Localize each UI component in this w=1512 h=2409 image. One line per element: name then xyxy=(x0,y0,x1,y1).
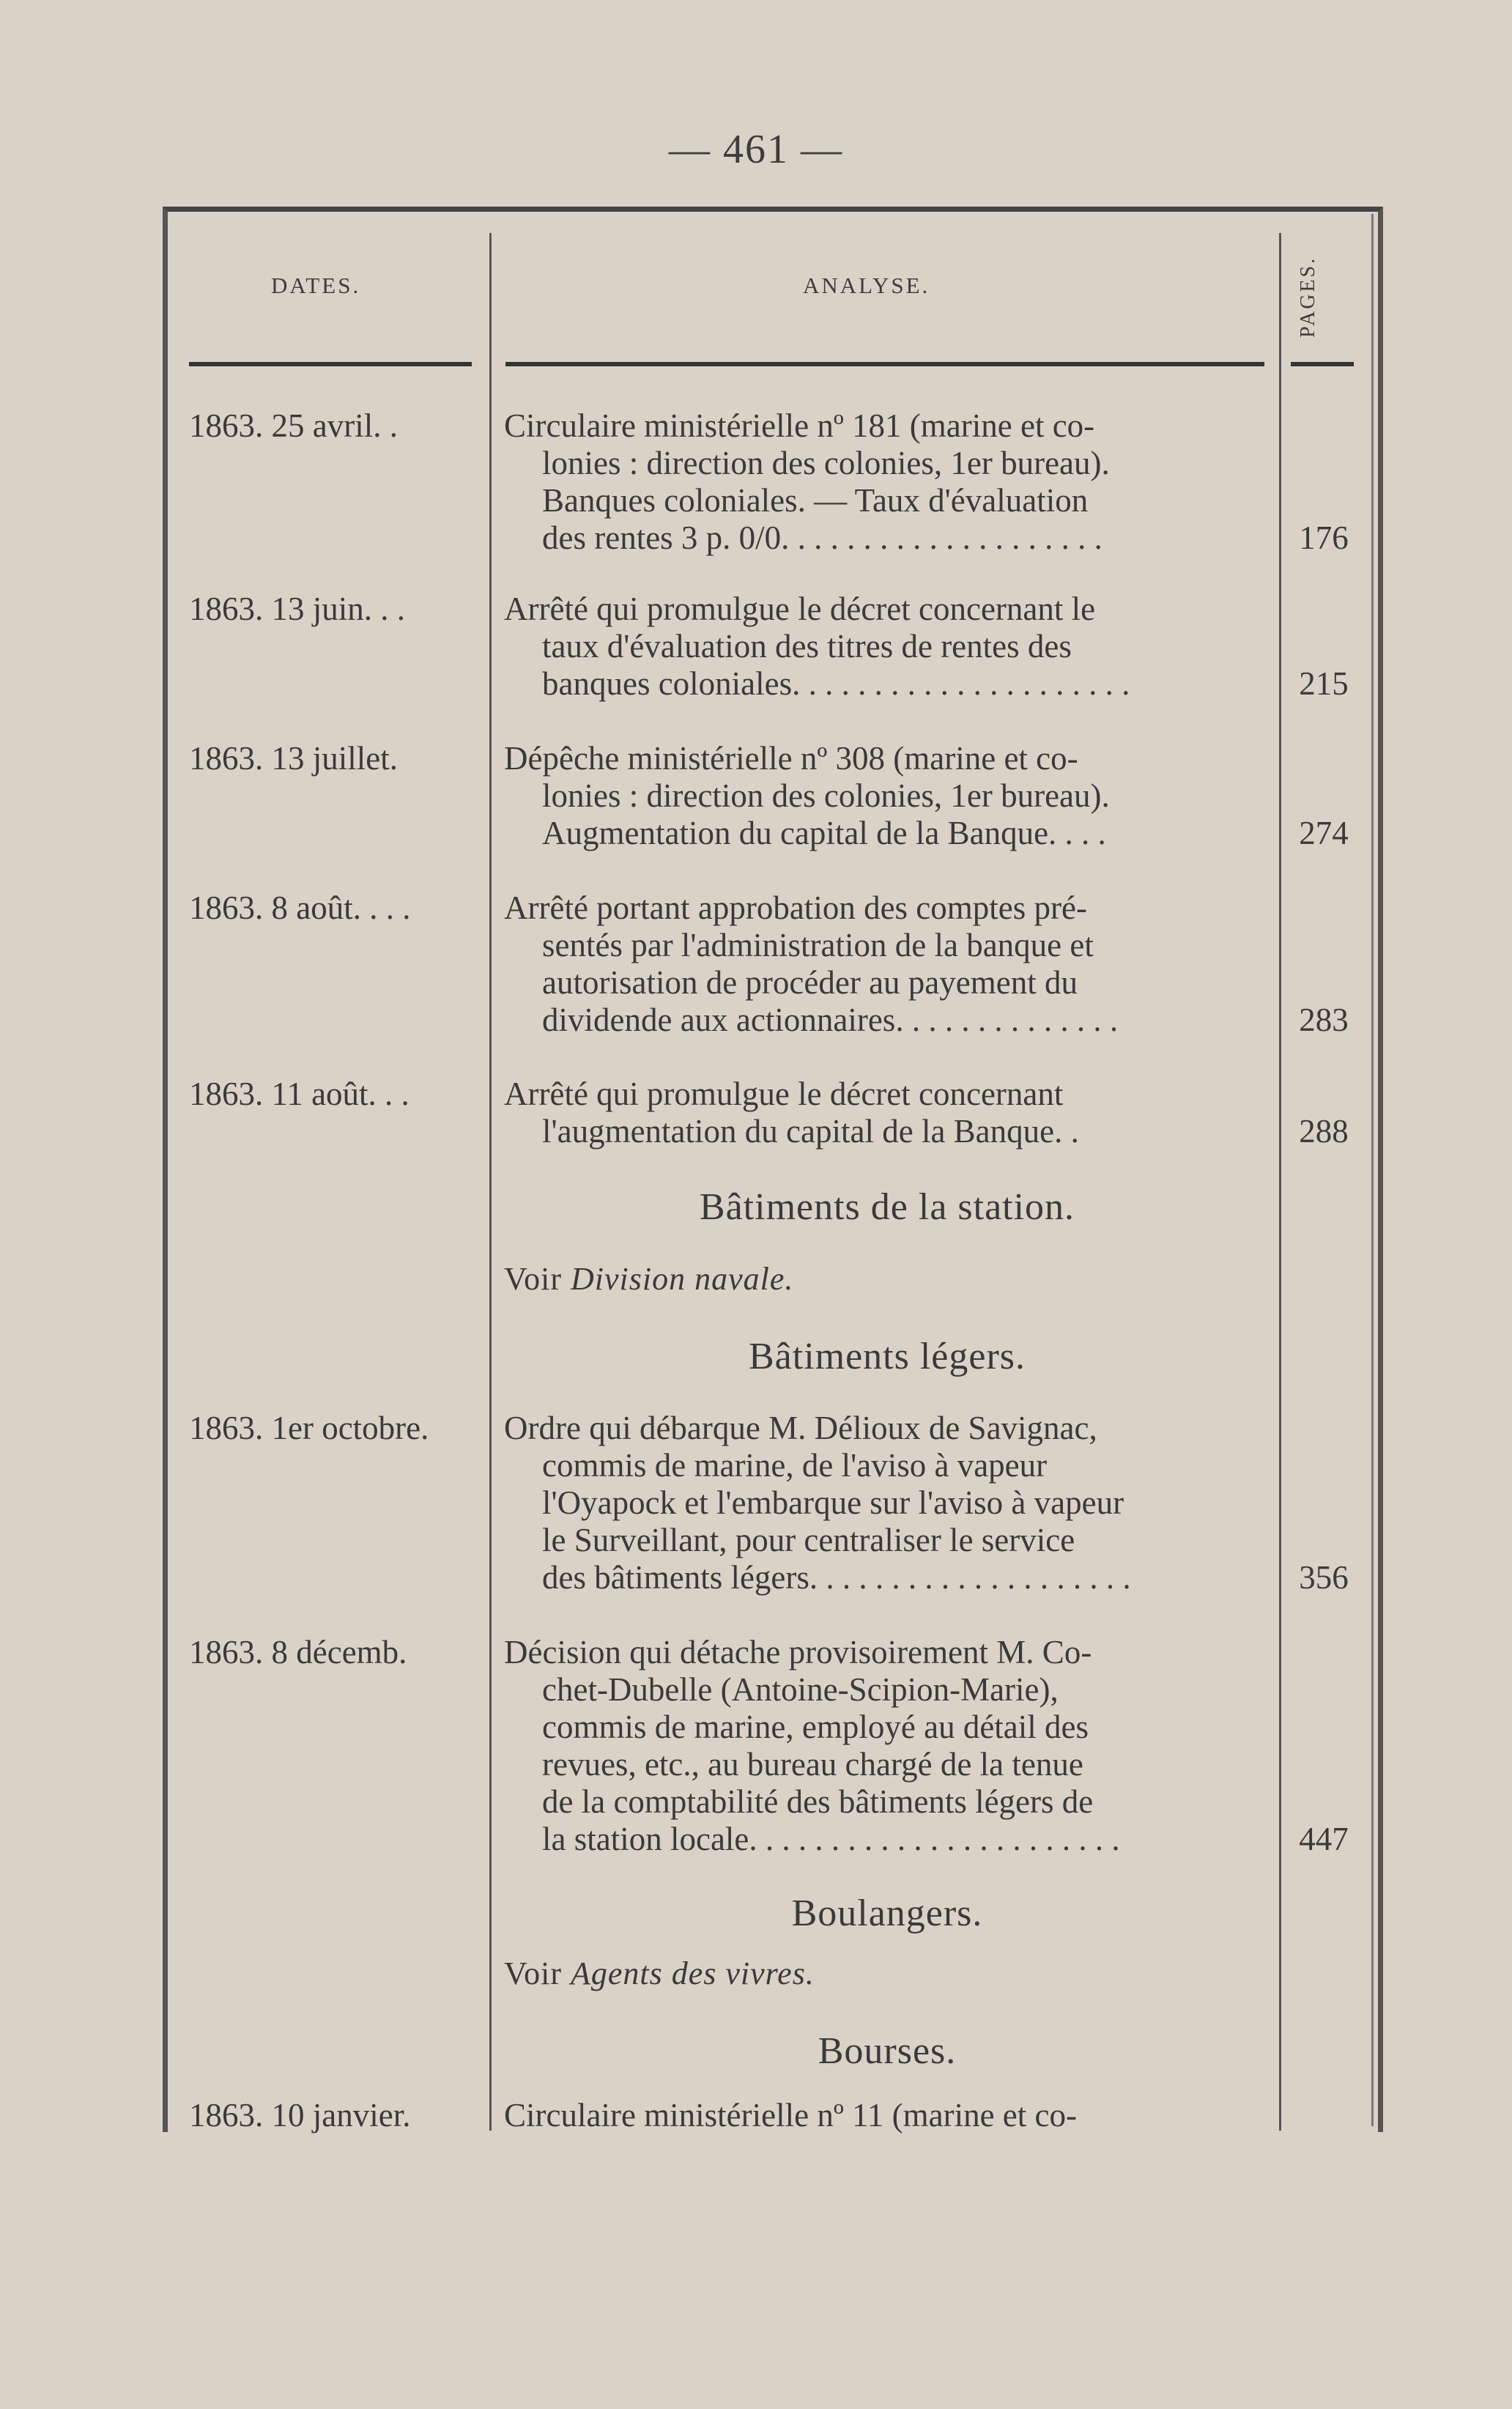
analysis-line: Ordre qui débarque M. Délioux de Savignac, xyxy=(504,1410,1097,1446)
entry-page: 356 xyxy=(1299,1559,1349,1596)
frame-inner-right xyxy=(1371,214,1374,2126)
header-dates: DATES. xyxy=(271,273,361,298)
entry-page: 176 xyxy=(1299,519,1349,556)
analysis-line: lonies : direction des colonies, 1er bureau). xyxy=(542,445,1110,481)
analysis-line: Augmentation du capital de la Banque. . . . xyxy=(542,815,1106,851)
entry-analysis xyxy=(504,1076,1270,1150)
section-title: Bâtiments légers. xyxy=(748,1336,1026,1377)
entry-date: 1863. 25 avril. . xyxy=(189,407,398,444)
analysis-line: chet-Dubelle (Antoine-Scipion-Marie), xyxy=(542,1671,1059,1708)
analysis-line: Dépêche ministérielle nº 308 (marine et co- xyxy=(504,740,1078,777)
analysis-line: Arrêté qui promulgue le décret concernant le xyxy=(504,591,1096,627)
analysis-line: autorisation de procéder au payement du xyxy=(542,964,1078,1001)
entry-analysis xyxy=(504,1634,1270,1858)
entry-analysis xyxy=(504,2097,1270,2134)
analysis-line: Décision qui détache provisoirement M. Co- xyxy=(504,1634,1092,1670)
analysis-line: Arrêté portant approbation des comptes pré- xyxy=(504,889,1087,926)
voir-reference xyxy=(504,1955,815,1992)
voir-prefix: Voir xyxy=(504,1955,562,1991)
entry-date: 1863. 13 juin. . . xyxy=(189,591,406,627)
entry-page: 447 xyxy=(1299,1821,1349,1857)
entry-page: 288 xyxy=(1299,1113,1349,1150)
page-number: — 461 — xyxy=(669,127,843,172)
analysis-line: le Surveillant, pour centraliser le service xyxy=(542,1522,1075,1558)
analysis-line: commis de marine, de l'aviso à vapeur xyxy=(542,1447,1048,1484)
analysis-line: Arrêté qui promulgue le décret concernant xyxy=(504,1076,1064,1112)
entry-date: 1863. 8 août. . . . xyxy=(189,889,411,926)
analysis-line: taux d'évaluation des titres de rentes des xyxy=(542,628,1072,665)
header-rule-dates xyxy=(189,362,472,366)
analysis-line: revues, etc., au bureau chargé de la tenue xyxy=(542,1746,1083,1783)
header-rule-pages xyxy=(1291,362,1354,366)
entry-analysis xyxy=(504,407,1270,557)
section-title: Bourses. xyxy=(818,2030,957,2072)
section-title: Boulangers. xyxy=(791,1892,983,1934)
header-analyse: ANALYSE. xyxy=(803,273,930,298)
analysis-line: l'augmentation du capital de la Banque. . xyxy=(542,1113,1079,1150)
header-rule-analyse xyxy=(505,362,1264,366)
entry-analysis xyxy=(504,889,1270,1039)
voir-reference xyxy=(504,1260,793,1298)
entry-analysis xyxy=(504,1410,1270,1596)
analysis-line: des bâtiments légers. . . . . . . . . . . . . . . . . . . . xyxy=(542,1559,1131,1596)
analysis-line: Banques coloniales. — Taux d'évaluation xyxy=(542,482,1089,519)
entry-analysis xyxy=(504,591,1270,703)
header-pages: PAGES. xyxy=(1297,256,1319,338)
analysis-line: la station locale. . . . . . . . . . . . . . . . . . . . . . . xyxy=(542,1821,1120,1857)
analysis-line: l'Oyapock et l'embarque sur l'aviso à vapeur xyxy=(542,1484,1124,1521)
entry-date: 1863. 1er octobre. xyxy=(189,1410,429,1446)
analysis-line: commis de marine, employé au détail des xyxy=(542,1709,1089,1745)
analysis-line: des rentes 3 p. 0/0. . . . . . . . . . . . . . . . . . . . xyxy=(542,519,1102,556)
voir-prefix: Voir xyxy=(504,1261,562,1297)
analysis-line: Circulaire ministérielle nº 11 (marine et co- xyxy=(504,2097,1077,2134)
analysis-line: Circulaire ministérielle nº 181 (marine et co- xyxy=(504,407,1095,444)
analysis-line: banques coloniales. . . . . . . . . . . . . . . . . . . . . xyxy=(542,665,1130,702)
analysis-line: de la comptabilité des bâtiments légers de xyxy=(542,1783,1094,1820)
analysis-line: lonies : direction des colonies, 1er bureau). xyxy=(542,777,1110,814)
analysis-line: dividende aux actionnaires. . . . . . . . . . . . . . xyxy=(542,1002,1119,1038)
entry-page: 215 xyxy=(1299,665,1349,702)
voir-target: Division navale. xyxy=(570,1261,794,1297)
section-title: Bâtiments de la station. xyxy=(699,1186,1075,1228)
entry-date: 1863. 8 décemb. xyxy=(189,1634,407,1670)
voir-target: Agents des vivres. xyxy=(570,1955,815,1991)
entry-analysis xyxy=(504,740,1270,852)
column-divider-dates xyxy=(489,233,492,2131)
entry-date: 1863. 10 janvier. xyxy=(189,2097,411,2134)
analysis-line: sentés par l'administration de la banque et xyxy=(542,927,1094,963)
entry-date: 1863. 13 juillet. xyxy=(189,740,398,777)
entry-page: 283 xyxy=(1299,1002,1349,1038)
entry-date: 1863. 11 août. . . xyxy=(189,1076,410,1112)
entry-page: 274 xyxy=(1299,815,1349,851)
column-divider-pages xyxy=(1279,233,1281,2131)
